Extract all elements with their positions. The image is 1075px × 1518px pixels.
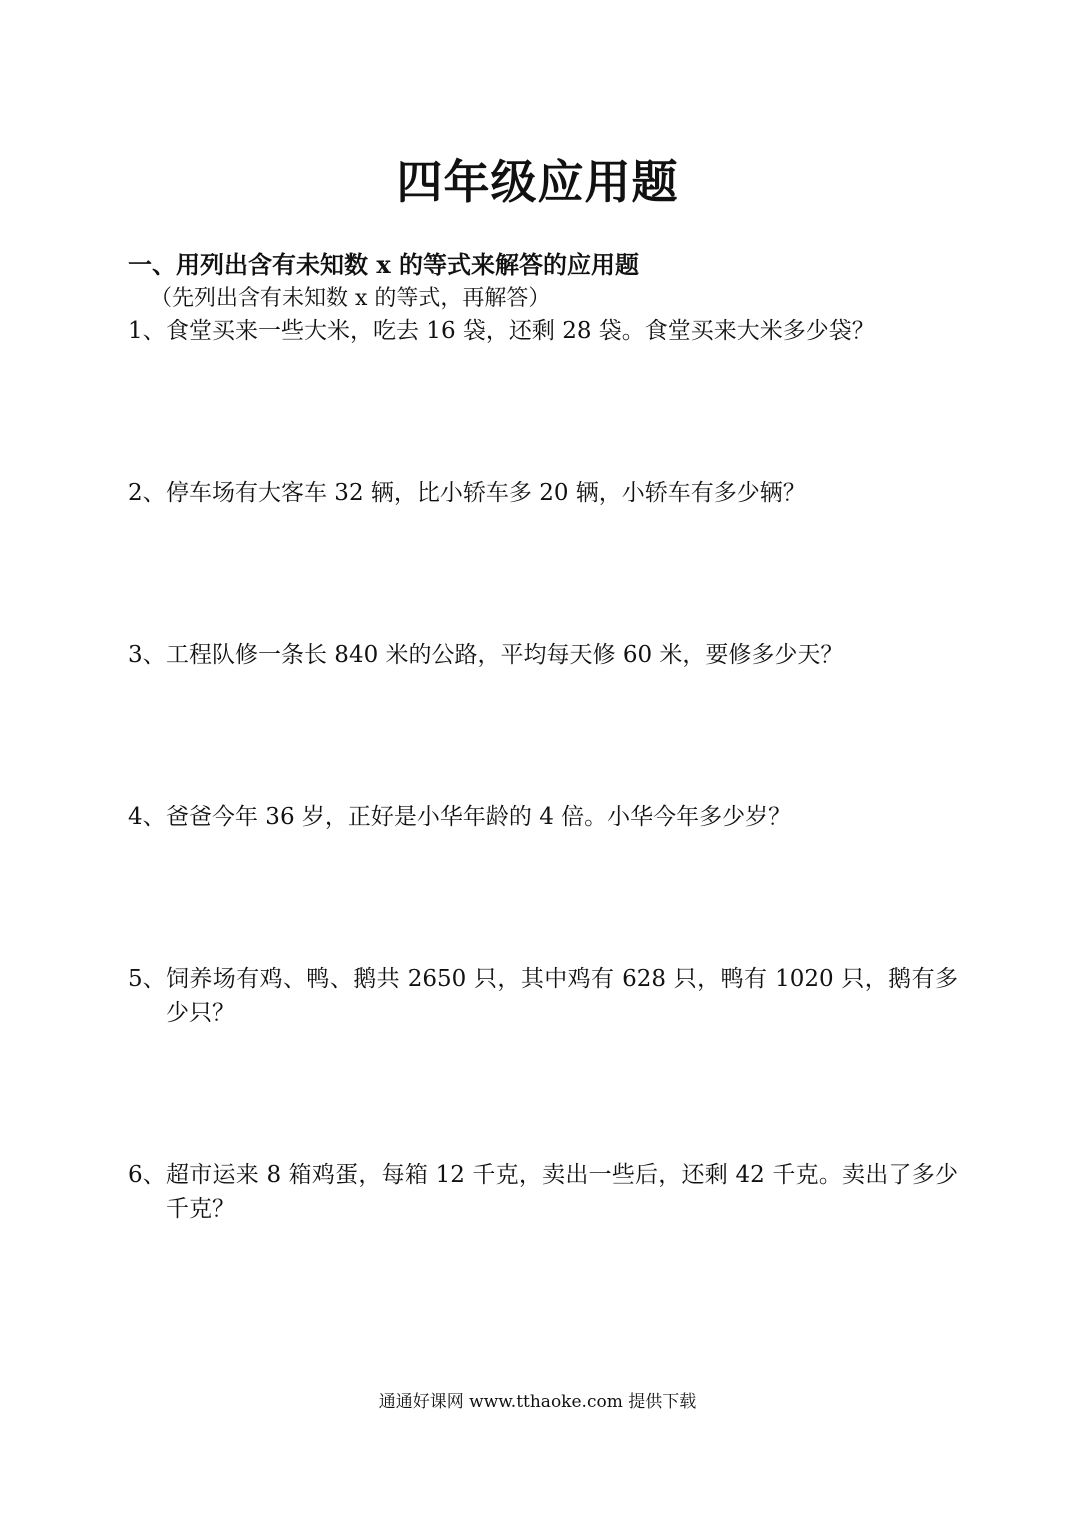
section-note: （先列出含有未知数 x 的等式，再解答）	[150, 286, 551, 311]
page-title: 四年级应用题	[396, 155, 679, 209]
problem-text: 饲养场有鸡、鸭、鹅共 2650 只，其中鸡有 628 只，鸭有 1020 只，鹅有多少只？	[166, 966, 958, 1026]
section-heading: 一、用列出含有未知数 x 的等式来解答的应用题	[128, 250, 640, 279]
problem-text: 停车场有大客车 32 辆，比小轿车多 20 辆，小轿车有多少辆？	[166, 480, 806, 506]
problem-1	[128, 314, 958, 348]
problem-4	[128, 800, 958, 834]
problem-number: 4、	[128, 804, 166, 830]
problem-5	[128, 962, 958, 1030]
problem-number: 1、	[128, 318, 166, 344]
problem-2	[128, 476, 958, 510]
problem-text: 爸爸今年 36 岁，正好是小华年龄的 4 倍。小华今年多少岁？	[166, 804, 792, 830]
problem-number: 5、	[128, 966, 166, 992]
problem-text: 工程队修一条长 840 米的公路，平均每天修 60 米，要修多少天？	[166, 642, 844, 668]
problem-6	[128, 1158, 958, 1226]
problem-number: 2、	[128, 480, 166, 506]
problem-3	[128, 638, 958, 672]
problem-number: 3、	[128, 642, 166, 668]
problem-text: 超市运来 8 箱鸡蛋，每箱 12 千克，卖出一些后，还剩 42 千克。卖出了多少千克？	[166, 1162, 958, 1222]
footer-credit: 通通好课网 www.tthaoke.com 提供下载	[378, 1392, 697, 1412]
problem-number: 6、	[128, 1162, 166, 1188]
problem-text: 食堂买来一些大米，吃去 16 袋，还剩 28 袋。食堂买来大米多少袋？	[166, 318, 875, 344]
